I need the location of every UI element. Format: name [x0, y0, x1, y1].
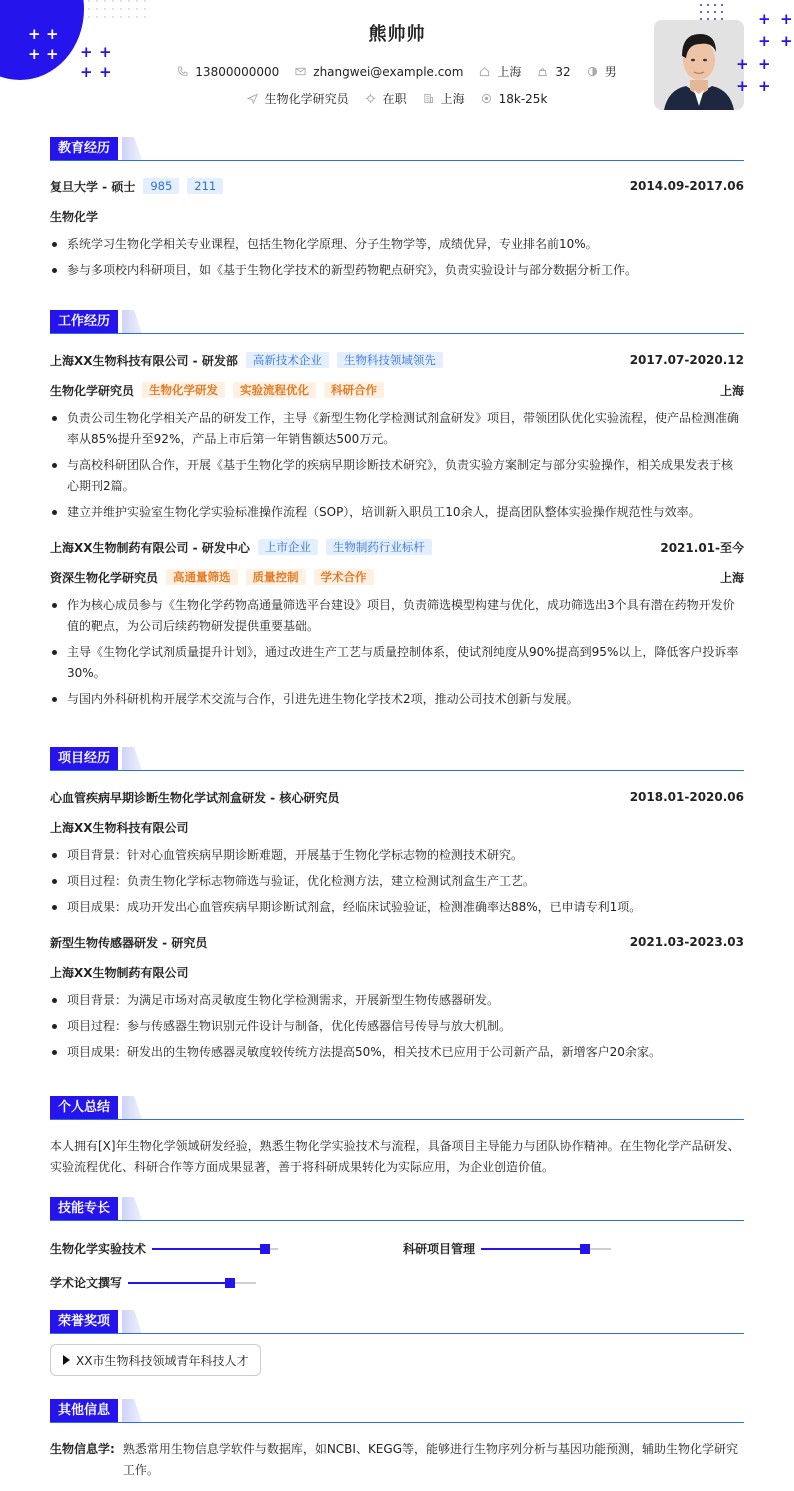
phone-text: 13800000000: [195, 64, 280, 79]
salary-text: 18k-25k: [498, 91, 548, 106]
role-tag: 学术合作: [314, 569, 374, 585]
award-name: XX市生物科技领域青年科技人才: [76, 1353, 249, 1368]
skill-name: 学术论文撰写: [50, 1276, 123, 1290]
list-item: 作为核心成员参与《生物化学药物高通量筛选平台建设》项目，负责筛选模型构建与优化，成功筛选出3个具有潜在药物开发价值的靶点，为公司后续药物研发提供重要基础。: [50, 595, 744, 637]
section-title-tail: [122, 747, 142, 770]
skill-name: 生物化学实验技术: [50, 1242, 147, 1256]
project-name: 新型生物传感器研发 - 研究员: [50, 935, 208, 950]
job-bullets: [50, 408, 744, 523]
section-header: [50, 747, 744, 771]
company-name: 上海XX生物制药有限公司 - 研发中心: [50, 540, 250, 555]
section-title: 个人总结: [50, 1096, 118, 1119]
decorative-plus-icon: +: [758, 32, 771, 50]
job-date: 2017.07-2020.12: [629, 353, 744, 367]
project-company: 上海XX生物科技有限公司: [50, 820, 189, 835]
section-header: [50, 1197, 744, 1221]
education-section: [50, 137, 744, 281]
job-role-row: [50, 382, 744, 398]
work-section: [50, 310, 744, 710]
decorative-plus-icon: +: [28, 25, 41, 43]
job-date: 2021.01-至今: [660, 540, 744, 555]
project-company-row: [50, 819, 744, 835]
project-bullets: [50, 845, 744, 918]
section-header: [50, 1310, 744, 1334]
skill-item: [50, 1240, 278, 1257]
role-tag: 生物化学研发: [142, 382, 225, 398]
decorative-plus-icon: +: [758, 55, 771, 73]
section-title-tail: [122, 137, 142, 160]
skill-level-knob: [580, 1244, 590, 1254]
list-item: 项目成果：研发出的生物传感器灵敏度较传统方法提高50%，相关技术已应用于公司新产品，新增客户20余家。: [50, 1042, 744, 1063]
gender-item: [587, 63, 617, 80]
salary-icon: [481, 93, 492, 104]
school-name: 复旦大学 - 硕士: [50, 179, 136, 194]
project-row: [50, 934, 744, 950]
section-header: [50, 310, 744, 334]
work-city-item: [423, 90, 465, 107]
skill-item: [403, 1240, 611, 1257]
building-icon: [423, 93, 434, 104]
gender-text: 男: [604, 65, 617, 79]
decorative-plus-icon: +: [28, 45, 41, 63]
job-role: 生物化学研究员: [50, 383, 135, 398]
job-company-row: [50, 352, 744, 368]
section-title: 教育经历: [50, 137, 118, 160]
list-item: 与高校科研团队合作，开展《基于生物化学的疾病早期诊断技术研究》，负责实验方案制定与部分实验操作，相关成果发表于核心期刊2篇。: [50, 455, 744, 497]
role-tag: 科研合作: [324, 382, 384, 398]
email-item: [295, 65, 463, 79]
phone-item: [177, 65, 279, 79]
section-header: [50, 1096, 744, 1120]
decorative-plus-icon: +: [80, 43, 93, 61]
send-icon: [247, 93, 258, 104]
job-city: 上海: [719, 383, 744, 398]
summary-section: [50, 1096, 744, 1178]
section-title: 技能专长: [50, 1197, 118, 1220]
status-text: 在职: [382, 92, 407, 106]
home-icon: [479, 66, 490, 77]
major-row: [50, 208, 744, 224]
age-text: 32: [555, 64, 571, 79]
school-tag: 211: [187, 178, 223, 194]
company-tag: 上市企业: [258, 539, 318, 555]
skill-level-bar: [128, 1282, 256, 1284]
job-bullets: [50, 595, 744, 710]
job-city: 上海: [719, 570, 744, 585]
section-header: [50, 137, 744, 161]
status-icon: [365, 93, 376, 104]
section-title-tail: [122, 310, 142, 333]
city-item: [479, 63, 521, 80]
section-header: [50, 1399, 744, 1423]
job-info-row: [0, 90, 794, 107]
school-tag: 985: [143, 178, 179, 194]
skill-level-knob: [225, 1278, 235, 1288]
list-item: 项目背景：为满足市场对高灵敏度生物化学检测需求，开展新型生物传感器研发。: [50, 990, 744, 1011]
decorative-plus-icon: +: [46, 25, 59, 43]
project-row: [50, 789, 744, 805]
decorative-plus-icon: +: [99, 43, 112, 61]
major: 生物化学: [50, 209, 99, 224]
awards-section: [50, 1310, 744, 1380]
list-item: 项目过程：参与传感器生物识别元件设计与制备，优化传感器信号传导与放大机制。: [50, 1016, 744, 1037]
other-info-label: 生物信息学:: [50, 1442, 115, 1456]
company-tag: 生物制药行业标杆: [326, 539, 432, 555]
section-title-tail: [122, 1399, 142, 1422]
email-text: zhangwei@example.com: [313, 64, 464, 79]
decorative-plus-icon: +: [758, 10, 771, 28]
skill-name: 科研项目管理: [403, 1242, 476, 1256]
skill-level-bar: [152, 1248, 278, 1250]
work-city-text: 上海: [440, 92, 465, 106]
list-item: 负责公司生物化学相关产品的研发工作，主导《新型生物化学检测试剂盒研发》项目，带领团队优化实验流程，使产品检测准确率从85%提升至92%，产品上市后第一年销售额达500万元。: [50, 408, 744, 450]
role-tag: 质量控制: [246, 569, 306, 585]
list-item: 主导《生物化学试剂质量提升计划》，通过改进生产工艺与质量控制体系，使试剂纯度从90%提高到95%以上，降低客户投诉率30%。: [50, 642, 744, 684]
projects-section: [50, 747, 744, 1063]
education-bullets: [50, 234, 744, 281]
job-role-row: [50, 569, 744, 585]
skill-level-fill: [152, 1248, 265, 1250]
role-tag: 实验流程优化: [233, 382, 316, 398]
other-section: [50, 1399, 744, 1481]
company-tag: 生物科技领域领先: [337, 352, 443, 368]
project-bullets: [50, 990, 744, 1063]
decorative-plus-icon: +: [780, 10, 793, 28]
company-name: 上海XX生物科技有限公司 - 研发部: [50, 353, 238, 368]
section-title-tail: [122, 1197, 142, 1220]
list-item: 项目背景：针对心血管疾病早期诊断难题，开展基于生物化学标志物的检测技术研究。: [50, 845, 744, 866]
skill-level-bar: [481, 1248, 611, 1250]
job-company-row: [50, 539, 744, 555]
education-date: 2014.09-2017.06: [629, 179, 744, 193]
decorative-plus-icon: +: [736, 55, 749, 73]
decorative-plus-icon: +: [99, 63, 112, 81]
decorative-plus-icon: +: [80, 63, 93, 81]
job-role: 资深生物化学研究员: [50, 570, 159, 585]
decorative-plus-icon: +: [736, 77, 749, 95]
status-item: [365, 90, 407, 107]
role-tag: 高通量筛选: [166, 569, 238, 585]
other-info-row: [50, 1439, 744, 1481]
gender-icon: [587, 66, 598, 77]
city-text: 上海: [497, 65, 522, 79]
company-tag: 高新技术企业: [246, 352, 329, 368]
expand-arrow-icon: [63, 1355, 70, 1365]
candidate-name: 熊帅帅: [368, 24, 426, 45]
phone-icon: [177, 66, 188, 77]
contact-info-row: [0, 63, 794, 80]
skill-item: [50, 1274, 256, 1291]
project-date: 2021.03-2023.03: [629, 935, 744, 949]
section-title: 荣誉奖项: [50, 1310, 118, 1333]
project-company-row: [50, 964, 744, 980]
decorative-plus-icon: +: [780, 32, 793, 50]
skill-level-fill: [128, 1282, 230, 1284]
list-item: 建立并维护实验室生物化学实验标准操作流程（SOP），培训新入职员工10余人，提高团队整体实验操作规范性与效率。: [50, 502, 744, 523]
decorative-plus-icon: +: [758, 77, 771, 95]
list-item: 项目成果：成功开发出心血管疾病早期诊断试剂盒，经临床试验验证，检测准确率达88%，已申请专利1项。: [50, 897, 744, 918]
award-item[interactable]: [50, 1344, 261, 1376]
project-date: 2018.01-2020.06: [629, 790, 744, 804]
position-text: 生物化学研究员: [264, 92, 349, 106]
mail-icon: [295, 66, 306, 77]
salary-item: [481, 92, 548, 106]
summary-text: 本人拥有[X]年生物化学领域研发经验，熟悉生物化学实验技术与流程，具备项目主导能力与团队协作精神。在生物化学产品研发、实验流程优化、科研合作等方面成果显著，善于将科研成果转化为实际应用，为企业创造价值。: [50, 1139, 740, 1174]
section-title: 其他信息: [50, 1399, 118, 1422]
age-item: [537, 65, 570, 79]
section-title-tail: [122, 1096, 142, 1119]
skill-level-knob: [260, 1244, 270, 1254]
list-item: 参与多项校内科研项目，如《基于生物化学技术的新型药物靶点研究》，负责实验设计与部分数据分析工作。: [50, 260, 744, 281]
section-title: 项目经历: [50, 747, 118, 770]
project-name: 心血管疾病早期诊断生物化学试剂盒研发 - 核心研究员: [50, 790, 340, 805]
project-company: 上海XX生物制药有限公司: [50, 965, 189, 980]
education-row: [50, 178, 744, 194]
list-item: 项目过程：负责生物化学标志物筛选与验证，优化检测方法，建立检测试剂盒生产工艺。: [50, 871, 744, 892]
section-title: 工作经历: [50, 310, 118, 333]
list-item: 系统学习生物化学相关专业课程，包括生物化学原理、分子生物学等，成绩优异，专业排名前10%。: [50, 234, 744, 255]
position-item: [247, 90, 349, 107]
list-item: 与国内外科研机构开展学术交流与合作，引进先进生物化学技术2项，推动公司技术创新与发展。: [50, 689, 744, 710]
skills-section: [50, 1197, 744, 1297]
decorative-plus-icon: +: [46, 45, 59, 63]
skill-level-fill: [481, 1248, 585, 1250]
age-icon: [537, 66, 548, 77]
section-title-tail: [122, 1310, 142, 1333]
other-info-text: 熟悉常用生物信息学软件与数据库，如NCBI、KEGG等，能够进行生物序列分析与基因功能预测，辅助生物化学研究工作。: [122, 1442, 738, 1477]
